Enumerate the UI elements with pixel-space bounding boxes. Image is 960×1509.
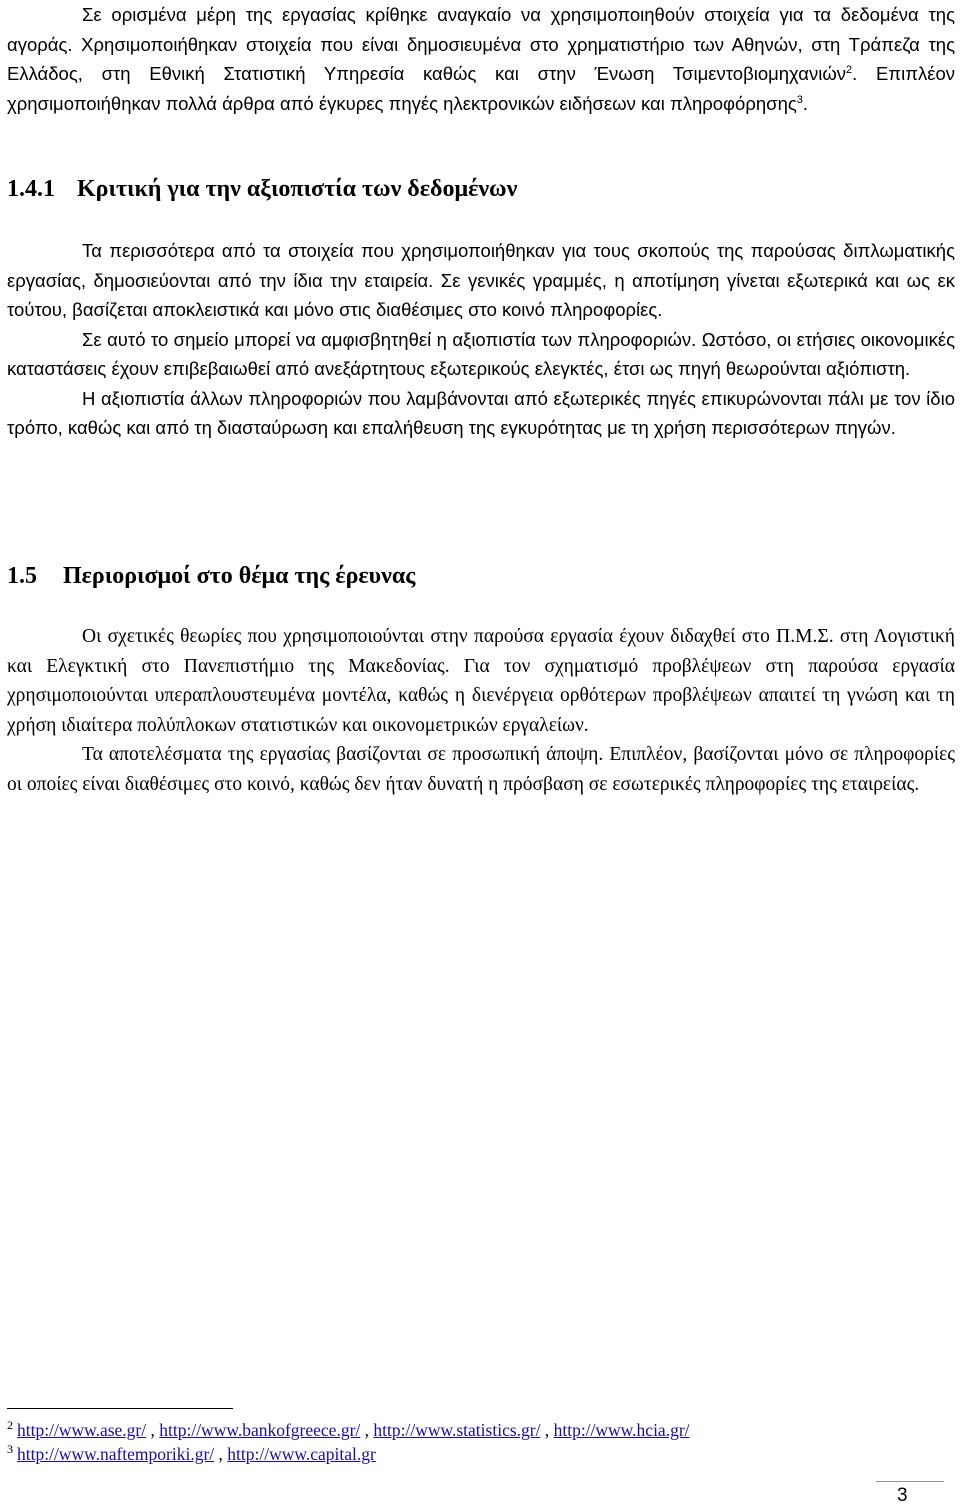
footnote-mark: 3 bbox=[7, 1442, 13, 1457]
footnote-2: $^2$ http://www.ase.gr/ , http://www.bankofgreece.gr/ , http://www.statistics.gr/ , http://www.hcia.gr/ bbox=[7, 1418, 690, 1440]
footnote-link[interactable]: http://www.statistics.gr/ bbox=[373, 1420, 541, 1440]
section-heading-1-5 bbox=[7, 563, 415, 590]
paragraph: Οι σχετικές θεωρίες που χρησιμοποιούνται στην παρούσα εργασία έχουν διδαχθεί στο Π.Μ.Σ. στη Λογιστική και Ελεγκτική στο Πανεπιστήμιο της Μακεδονίας. Για τον σχηματισμό προβλέψεων στη παρούσα εργασία χρησιμοποιούνται υπεραπλουστευμένα μοντέλα, καθώς η διενέργεια ορθότερων προβλέψεων απαιτεί τη γνώση και τη χρήση ιδιαίτερα πολύπλοκων στατιστικών και οικονομετρικών εργαλείων. bbox=[7, 626, 955, 736]
footnote-link[interactable]: http://www.naftemporiki.gr/ bbox=[17, 1444, 215, 1464]
section-1-5-body bbox=[7, 622, 955, 799]
section-number: 1.4.1 bbox=[7, 176, 55, 202]
section-1-4-1-body bbox=[7, 236, 955, 443]
footnotes bbox=[7, 1418, 690, 1466]
footnote-link[interactable]: http://www.capital.gr bbox=[227, 1444, 376, 1464]
page-number: 3 bbox=[897, 1485, 908, 1506]
section-title: Περιορισμοί στο θέμα της έρευνας bbox=[63, 563, 416, 589]
section-heading-1-4-1 bbox=[7, 176, 517, 203]
page-number-divider bbox=[876, 1481, 944, 1482]
footnote-ref-2[interactable]: 2 bbox=[846, 63, 853, 76]
footnote-link[interactable]: http://www.ase.gr/ bbox=[17, 1420, 147, 1440]
footnote-link[interactable]: http://www.hcia.gr/ bbox=[553, 1420, 690, 1440]
footnote-ref-3[interactable]: 3 bbox=[796, 93, 803, 106]
footnote-divider bbox=[7, 1408, 233, 1409]
intro-paragraph bbox=[7, 0, 955, 118]
paragraph: Σε αυτό το σημείο μπορεί να αμφισβητηθεί η αξιοπιστία των πληροφοριών. Ωστόσο, οι ετήσιες οικονομικές καταστάσεις έχουν επιβεβαιωθεί από ανεξάρτητους εξωτερικούς ελεγκτές, έτσι ως πηγή θεωρούνται αξιόπιστη. bbox=[7, 328, 955, 379]
footnote-link[interactable]: http://www.bankofgreece.gr/ bbox=[159, 1420, 361, 1440]
paragraph: Τα περισσότερα από τα στοιχεία που χρησιμοποιήθηκαν για τους σκοπούς της παρούσας διπλωματικής εργασίας, δημοσιεύονται από την ίδια την εταιρεία. Σε γενικές γραμμές, η αποτίμηση γίνεται εξωτερικά και ως εκ τούτου, βασίζεται αποκλειστικά και μόνο στις διαθέσιμες στο κοινό πληροφορίες. bbox=[7, 240, 955, 320]
section-title: Κριτική για την αξιοπιστία των δεδομένων bbox=[77, 176, 518, 202]
footnote-3: $^3$ http://www.naftemporiki.gr/ , http://www.capital.gr bbox=[7, 1442, 376, 1464]
intro-text: Σε ορισμένα μέρη της εργασίας κρίθηκε αναγκαίο να χρησιμοποιηθούν στοιχεία για τα δεδομένα της αγοράς. Χρησιμοποιήθηκαν στοιχεία που είναι δημοσιευμένα στο χρηματιστήριο των Αθηνών, στη Τράπεζα της Ελλάδος, στη Εθνική Στατιστική Υπηρεσία καθώς και στην Ένωση Τσιμεντοβιομηχανιών$^2$. Επιπλέον χρησιμοποιήθηκαν πολλά άρθρα από έγκυρες πηγές ηλεκτρονικών ειδήσεων και πληροφόρησης$^3$. bbox=[7, 4, 955, 114]
paragraph: Τα αποτελέσματα της εργασίας βασίζονται σε προσωπική άποψη. Επιπλέον, βασίζονται μόνο σε πληροφορίες οι οποίες είναι διαθέσιμες στο κοινό, καθώς δεν ήταν δυνατή η πρόσβαση σε εσωτερικές πληροφορίες της εταιρείας. bbox=[7, 744, 955, 795]
paragraph: Η αξιοπιστία άλλων πληροφοριών που λαμβάνονται από εξωτερικές πηγές επικυρώνονται πάλι με τον ίδιο τρόπο, καθώς και από τη διασταύρωση και επαλήθευση της εγκυρότητας με τη χρήση περισσότερων πηγών. bbox=[7, 387, 955, 438]
section-number: 1.5 bbox=[7, 563, 37, 589]
footnote-mark: 2 bbox=[7, 1418, 13, 1433]
